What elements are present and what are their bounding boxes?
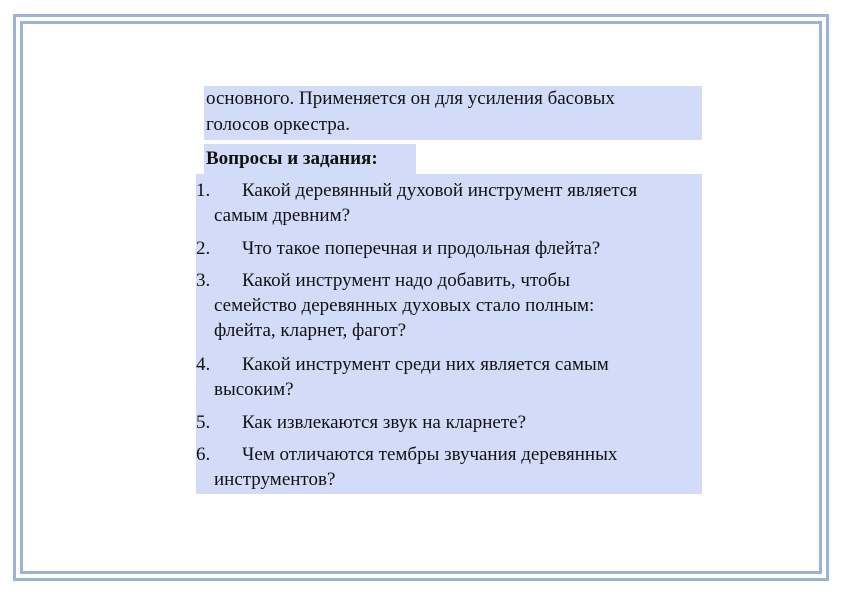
list-item: [196, 268, 702, 343]
item-number: 1.: [196, 180, 211, 201]
list-item: [196, 410, 702, 435]
item-line: Чем отличаются тембры звучания деревянных: [242, 444, 618, 465]
item-number: 4.: [196, 354, 211, 375]
section-heading: Вопросы и задания:: [204, 144, 416, 174]
item-number: 2.: [196, 238, 211, 259]
item-line: семейство деревянных духовых стало полным:: [214, 295, 595, 316]
item-line: самым древним?: [214, 205, 351, 226]
intro-line: основного. Применяется он для усиления басовых: [206, 88, 615, 109]
intro-line: голосов оркестра.: [206, 114, 350, 135]
intro-paragraph: [204, 86, 702, 140]
item-line: инструментов?: [214, 469, 336, 490]
list-item: [196, 178, 702, 228]
item-line: флейта, кларнет, фагот?: [214, 320, 407, 341]
item-line: Какой инструмент среди них является самым: [242, 354, 609, 375]
item-line: Какой инструмент надо добавить, чтобы: [242, 270, 570, 291]
item-line: высоким?: [214, 379, 294, 400]
item-number: 3.: [196, 270, 211, 291]
questions-list: [196, 174, 702, 494]
list-item: [196, 352, 702, 402]
list-item: [196, 442, 702, 492]
item-line: Как извлекаются звук на кларнете?: [242, 412, 526, 433]
item-number: 5.: [196, 412, 211, 433]
item-line: Какой деревянный духовой инструмент является: [242, 180, 638, 201]
list-item: [196, 236, 702, 261]
item-number: 6.: [196, 444, 211, 465]
item-line: Что такое поперечная и продольная флейта?: [242, 238, 601, 259]
